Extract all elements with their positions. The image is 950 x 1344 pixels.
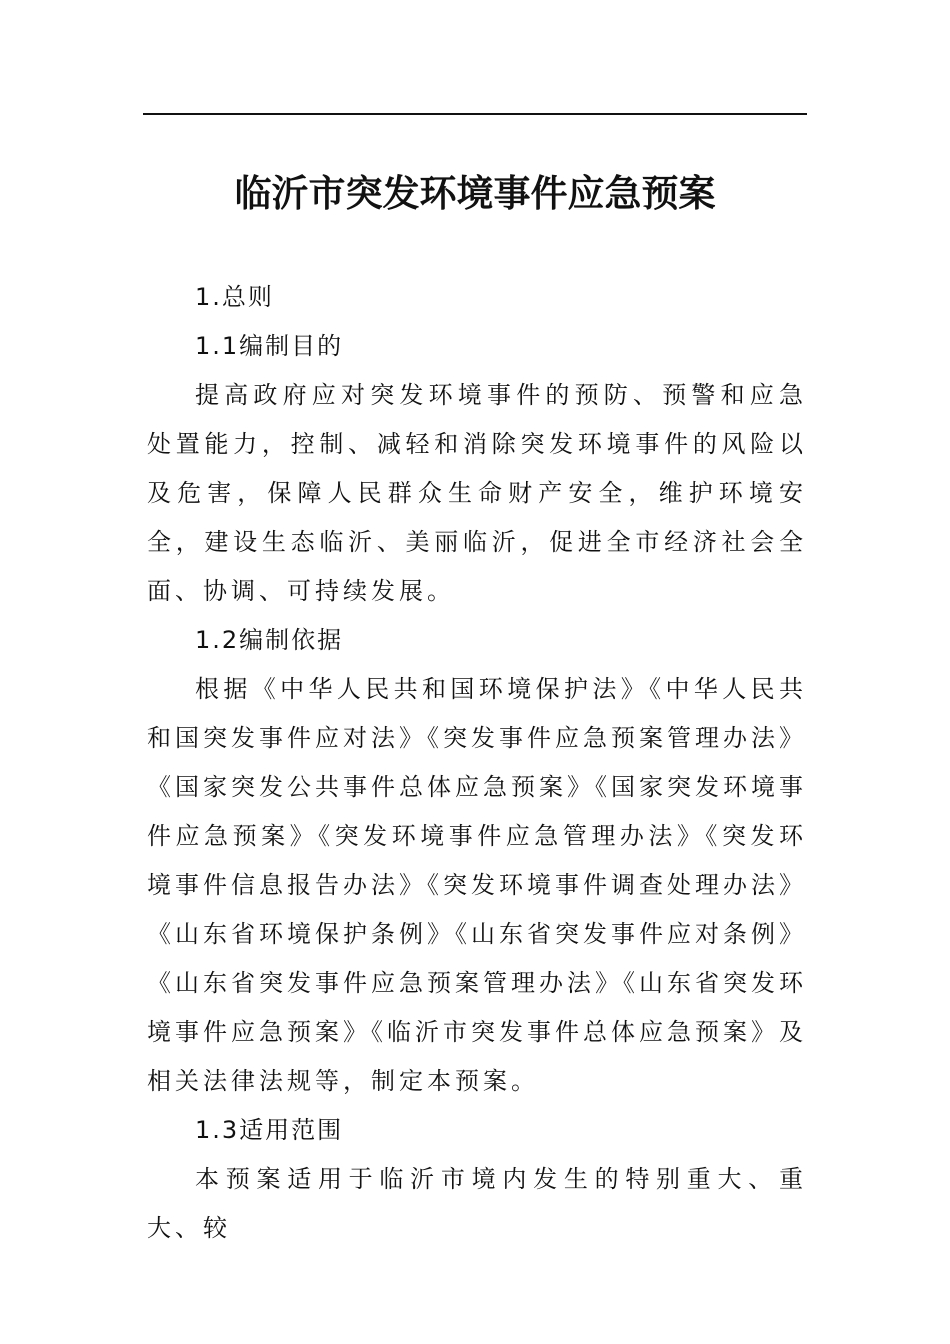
- paragraph-basis: 根据《中华人民共和国环境保护法》《中华人民共和国突发事件应对法》《突发事件应急预案管理办法》《国家突发公共事件总体应急预案》《国家突发环境事件应急预案》《突发环境事件应急管理办法》《突发环境事件信息报告办法》《突发环境事件调查处理办法》《山东省环境保护条例》《山东省突发事件应对条例》《山东省突发事件应急预案管理办法》《山东省突发环境事件应急预案》《临沂市突发事件总体应急预案》及相关法律法规等，制定本预案。: [147, 675, 807, 1095]
- section-heading-general: 1.总则: [195, 283, 274, 311]
- header-rule: [143, 113, 807, 115]
- document-body: [147, 273, 807, 1253]
- document-title: 临沂市突发环境事件应急预案: [234, 171, 716, 215]
- paragraph-scope: 本预案适用于临沂市境内发生的特别重大、重大、较: [147, 1165, 807, 1242]
- paragraph-purpose: 提高政府应对突发环境事件的预防、预警和应急处置能力，控制、减轻和消除突发环境事件的风险以及危害，保障人民群众生命财产安全，维护环境安全，建设生态临沂、美丽临沂，促进全市经济社会全面、协调、可持续发展。: [147, 381, 807, 605]
- section-heading-purpose: 1.1编制目的: [195, 332, 344, 360]
- section-heading-scope: 1.3适用范围: [195, 1116, 344, 1144]
- section-heading-basis: 1.2编制依据: [195, 626, 344, 654]
